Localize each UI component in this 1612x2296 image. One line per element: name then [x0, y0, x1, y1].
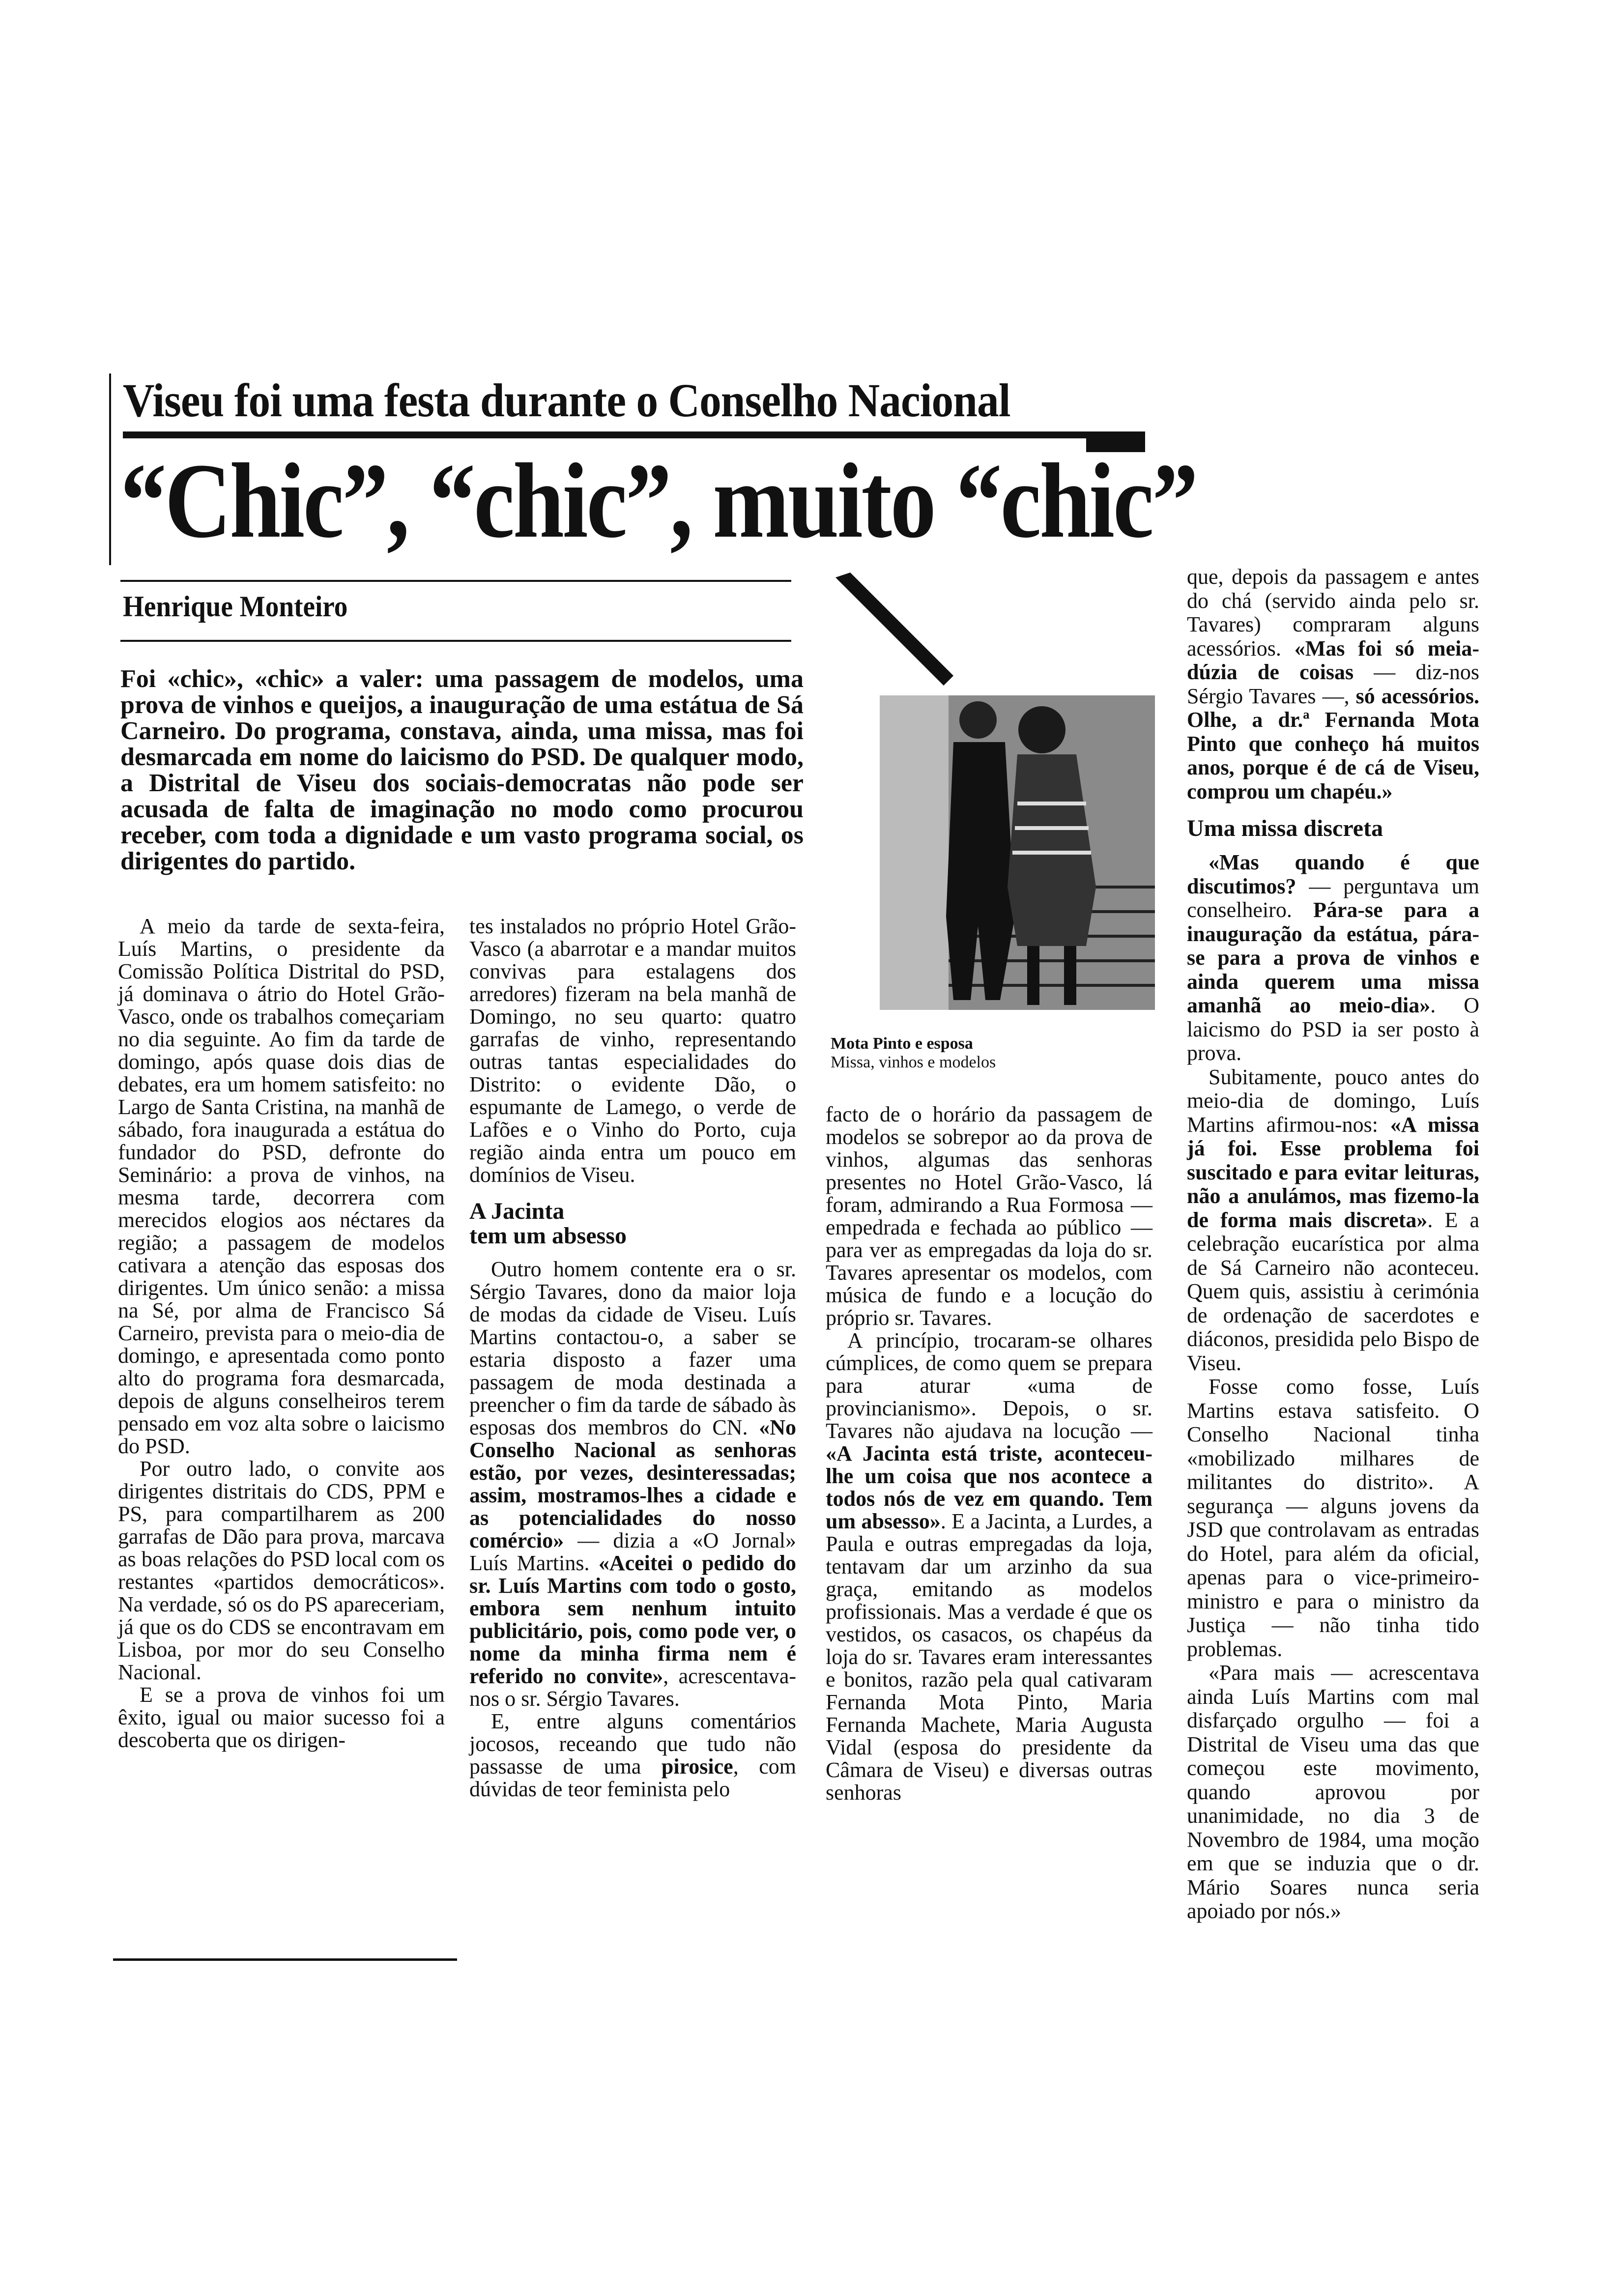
- text-run: Por outro lado, o convite aos dirigentes distritais do CDS, PPM e PS, para compartilharem as 200 garrafas de Dão para prova, marcava as boas relações do PSD local com os restantes «partidos democráticos». Na verdade, só os do PS apareceriam, já que os do CDS se encontravam em Lisboa, por mor do seu Conselho Nacional.: [118, 1457, 445, 1684]
- bold-quote: «No Conselho Nacional as senhoras estão, por vezes, desinteressadas; assim, mostramos-lhes a cidade e as potencialidades do nosso comércio»: [469, 1415, 796, 1552]
- text-run: Subitamente, pouco antes do meio-dia de domingo, Luís Martins afirmou-nos:: [1187, 1064, 1479, 1137]
- section-subheading: [1187, 816, 1479, 841]
- bold-quote: pirosice: [661, 1754, 733, 1779]
- text-run: — diz-nos Sérgio Tavares —,: [1187, 660, 1479, 708]
- article-paragraph: [1187, 851, 1479, 1065]
- article-photo: [831, 573, 1170, 1020]
- article-paragraph: [118, 915, 445, 1458]
- caption-title: Mota Pinto e esposa: [831, 1034, 973, 1053]
- article-paragraph: [1187, 1661, 1479, 1923]
- article-paragraph: [118, 1684, 445, 1751]
- text-run: que, depois da passagem e antes do chá (servido ainda pelo sr. Tavares) compraram alguns acessórios.: [1187, 565, 1479, 660]
- bold-quote: «Aceitei o pedido do sr. Luís Martins com todo o gosto, embora sem nenhum intuito publicitário, pois, como pode ver, o nome da minha firma nem é referido no convite»: [469, 1551, 796, 1688]
- article-column-4: [1187, 565, 1479, 1923]
- text-run: , acrescentava-nos o sr. Sérgio Tavares.: [469, 1664, 797, 1711]
- text-run: , com dúvidas de teor feminista pelo: [469, 1754, 796, 1801]
- article-paragraph: [1187, 1375, 1479, 1661]
- article-paragraph: [1187, 565, 1479, 804]
- main-headline: “Chic”, “chic”, muito “chic”: [120, 442, 1197, 560]
- byline-rule-top: [120, 580, 791, 582]
- byline: Henrique Monteiro: [123, 590, 348, 623]
- subheading-line: A Jacinta: [469, 1198, 565, 1224]
- article-paragraph: [1187, 1065, 1479, 1376]
- text-run: E, entre alguns comentários jocosos, receando que tudo não passasse de uma: [469, 1709, 796, 1779]
- caption-text: Missa, vinhos e modelos: [831, 1053, 996, 1071]
- photo-caption: [831, 1034, 996, 1072]
- article-column-1: [118, 915, 445, 1751]
- bold-quote: «Mas quando é que discutimos?: [1187, 850, 1479, 898]
- end-rule: [113, 1958, 457, 1961]
- article-paragraph: [469, 1258, 796, 1710]
- text-run: facto de o horário da passagem de modelos se sobrepor ao da prova de vinhos, algumas das senhoras presentes no Hotel Grão-Vasco, lá foram, admirando a Rua Formosa — empedrada e fechada ao público — para ver as empregadas da loja do sr. Tavares apresentar os modelos, com música de fundo e a locução do próprio sr. Tavares.: [826, 1102, 1152, 1330]
- text-run: tes instalados no próprio Hotel Grão-Vasco (a abarrotar e a mandar muitos convivas para estalagens dos arredores) fizeram na bela manhã de Domingo, no seu quarto: quatro garrafas de vinho, representando outras tantas especialidades do Distrito: o evidente Dão, o espumante de Lamego, o verde de Lafões e o Vinho do Porto, cuja região ainda entra um pouco em domínios de Viseu.: [469, 914, 796, 1187]
- article-paragraph: [469, 1710, 796, 1801]
- article-paragraph: [826, 1103, 1152, 1329]
- text-run: A meio da tarde de sexta-feira, Luís Martins, o presidente da Comissão Política Distrital do PSD, já dominava o átrio do Hotel Grão-Vasco, onde os trabalhos começariam no dia seguinte. Ao fim da tarde de domingo, após quase dois dias de debates, era um homem satisfeito: no Largo de Santa Cristina, na manhã de sábado, fora inaugurada a estátua do fundador do PSD, defronte do Seminário: a prova de vinhos, na mesma tarde, decorrera com merecidos elogios aos néctares da região; a passagem de modelos cativara a atenção das esposas dos dirigentes. Um único senão: a missa na Sé, por alma de Francisco Sá Carneiro, prevista para o meio-dia de domingo, e apresentada como ponto alto do programa fora desmarcada, depois de alguns conselheiros terem pensado em voz alta sobre o laicismo do PSD.: [118, 914, 445, 1458]
- text-run: — perguntava um conselheiro.: [1187, 874, 1479, 922]
- left-margin-rule: [109, 373, 111, 565]
- text-run: . O laicismo do PSD ia ser posto à prova.: [1187, 993, 1479, 1065]
- text-run: A princípio, trocaram-se olhares cúmplices, de como quem se prepara para aturar «uma de provincianismo». Depois, o sr. Tavares não ajudava na locução —: [826, 1328, 1152, 1443]
- bold-quote: Pára-se para a inauguração da estátua, pára-se para a prova de vinhos e ainda querem uma missa amanhã ao meio-dia»: [1187, 898, 1479, 1017]
- kicker-headline: Viseu foi uma festa durante o Conselho Nacional: [123, 374, 1010, 427]
- article-paragraph: [469, 915, 796, 1186]
- bold-quote: «Mas foi só meia-dúzia de coisas: [1187, 636, 1479, 684]
- subheading-line: Uma missa discreta: [1187, 815, 1383, 841]
- article-column-2: [469, 915, 796, 1801]
- section-subheading: [469, 1199, 796, 1248]
- text-run: . E a celebração eucarística por alma de Sá Carneiro não aconteceu. Quem quis, assistiu à cerimónia de ordenação de sacerdotes e diáconos, presidida pelo Bispo de Viseu.: [1187, 1207, 1479, 1375]
- article-paragraph: [118, 1458, 445, 1684]
- lead-paragraph: Foi «chic», «chic» a valer: uma passagem de modelos, uma prova de vinhos e queijos, a inauguração de uma estátua de Sá Carneiro. Do programa, constava, ainda, uma missa, mas foi desmarcada em nome do laicismo do PSD. De qualquer modo, a Distrital de Viseu dos sociais-democratas não pode ser acusada de falta de imaginação no modo como procurou receber, com toda a dignidade e um vasto programa social, os dirigentes do partido.: [120, 665, 804, 875]
- photo-couple-on-stairs: [831, 573, 1170, 1020]
- text-run: . E a Jacinta, a Lurdes, a Paula e outras empregadas da loja, tentavam dar um arzinho da sua graça, emitando as modelos profissionais. Mas a verdade é que os vestidos, os casacos, os chapéus da loja do sr. Tavares eram interessantes e bonitos, razão pela qual cativaram Fernanda Mota Pinto, Maria Fernanda Machete, Maria Augusta Vidal (esposa do presidente da Câmara de Viseu) e diversas outras senhoras: [826, 1509, 1153, 1805]
- kicker-underline: [123, 431, 1145, 438]
- bold-quote: «A Jacinta está triste, aconteceu-lhe um coisa que nos acontece a todos nós de vez em quando. Tem um absesso»: [826, 1441, 1152, 1533]
- text-run: Fosse como fosse, Luís Martins estava satisfeito. O Conselho Nacional tinha «mobilizado milhares de militantes do distrito». A segurança — alguns jovens da JSD que controlavam as entradas do Hotel, para além da oficial, apenas para o vice-primeiro-ministro e para o ministro da Justiça — não tinha tido problemas.: [1187, 1375, 1479, 1661]
- text-run: E se a prova de vinhos foi um êxito, igual ou maior sucesso foi a descoberta que os dirigen-: [118, 1683, 445, 1752]
- text-run: — dizia a «O Jornal» Luís Martins.: [469, 1528, 796, 1575]
- bold-quote: só acessórios. Olhe, a dr.ª Fernanda Mota Pinto que conheço há muitos anos, porque é de cá de Viseu, comprou um chapéu.»: [1187, 684, 1479, 804]
- text-run: Outro homem contente era o sr. Sérgio Tavares, dono da maior loja de modas da cidade de Viseu. Luís Martins contactou-o, a saber se estaria disposto a fazer uma passagem de moda destinada a preencher o fim da tarde de sábado às esposas dos membros do CN.: [469, 1257, 796, 1439]
- bold-quote: «A missa já foi. Esse problema foi suscitado e para evitar leituras, não a anulámos, mas fizemo-la de forma mais discreta»: [1187, 1112, 1479, 1232]
- text-run: «Para mais — acrescentava ainda Luís Martins com mal disfarçado orgulho — foi a Distrital de Viseu uma das que começou este movimento, quando aprovou por unanimidade, no dia 3 de Novembro de 1984, uma moção em que se induzia que o dr. Mário Soares nunca seria apoiado por nós.»: [1187, 1661, 1479, 1923]
- byline-rule-bottom: [120, 640, 791, 642]
- subheading-line: tem um absesso: [469, 1223, 627, 1249]
- article-column-3: [826, 1103, 1152, 1804]
- article-paragraph: [826, 1329, 1152, 1804]
